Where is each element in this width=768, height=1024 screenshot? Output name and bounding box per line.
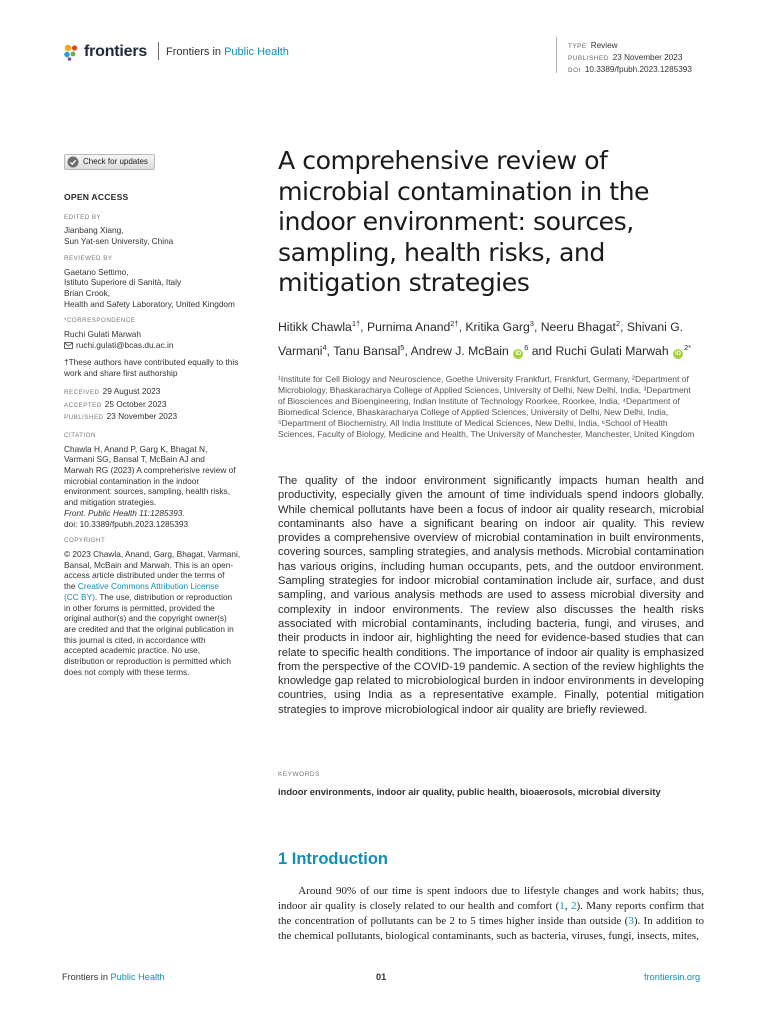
correspondence-email[interactable]: ruchi.gulati@bcas.du.ac.in	[64, 340, 264, 351]
footer-journal: Frontiers in Public Health	[62, 972, 165, 982]
copyright-block: COPYRIGHT © 2023 Chawla, Anand, Garg, Bhagat, Varmani, Bansal, McBain and Marwah. This is an open- access article distributed under the terms of the Creative Commons Attribution License (CC BY). The use, distribution or reproduction in other forums is permitted, provided the original author(s) and the copyright owner(s) are credited and that the original publication in this journal is cited, in accordance with accepted academic practice. No use, distribution or reproduction is permitted which does not comply with these terms.	[64, 537, 241, 677]
author[interactable]: Neeru Bhagat	[540, 320, 616, 335]
keywords: indoor environments, indoor air quality, public health, bioaerosols, microbial diversity	[278, 786, 661, 797]
reference-link[interactable]: 2	[570, 900, 577, 913]
check-for-updates-label: Check for updates	[83, 156, 148, 166]
meta-published: PUBLISHED 23 November 2023	[568, 53, 683, 62]
meta-doi[interactable]: DOI 10.3389/fpubh.2023.1285393	[568, 65, 692, 74]
abstract: The quality of the indoor environment significantly impacts human health and productivity, especially given the amount of time individuals spend indoors globally. While chemical pollutants have been a focus of indoor air quality research, microbial contaminants also have a significant bearing on indoor air quality. This review provides a comprehensive overview of microbial contamination in built environments, covering sources, sampling strategies, and analysis methods. Microbial contamination has various origins, including human occupants, pets, and the outdoor environment. Sampling strategies for indoor microbial contamination include air, surface, and dust sampling, and various analysis methods are used to assess microbial diversity and complexity in indoor environments. The review also discusses the health risks associated with microbial contaminants, including bacteria, fungi, and viruses, and their products in indoor air, highlighting the need for evidence-based studies that can relate to specific health conditions. The importance of indoor air quality is emphasized from the perspective of the COVID-19 pandemic. A section of the review highlights the knowledge gap related to microbiological burden in indoor environments in developing countries, using India as a representative example. Finally, potential mitigation strategies to improve microbiological indoor air quality are briefly reviewed.	[278, 475, 704, 716]
edited-by-block: EDITED BY Jianbang Xiang, Sun Yat-sen University, China	[64, 213, 174, 247]
sidebar	[64, 154, 264, 684]
meta-type: TYPE Review	[568, 41, 618, 50]
author-list: Hitikk Chawla$^{1\dagger}$, Purnima Anand$^{2\dagger}$, Kritika Garg$^3$, Neeru Bhagat$^2$, Shivani G. Varmani$^4$, Tanu Bansal$^5$, Andrew J. McBain $iD^6$ and Ruchi Gulati Marwah $iD^{2*}$	[278, 319, 692, 358]
orcid-icon[interactable]: iD	[675, 350, 681, 357]
accepted-date: ACCEPTED 25 October 2023	[64, 398, 167, 409]
equal-contribution-note: †These authors have contributed equally to this work and share first authorship	[64, 357, 239, 379]
author[interactable]: Andrew J. McBain	[410, 343, 509, 358]
citation-block: CITATION Chawla H, Anand P, Garg K, Bhagat N, Varmani SG, Bansal T, McBain AJ and Marwah RG (2023) A comprehensive review of microbial contamination in the indoor environment: sources, sampling, health risks, and mitigation strategies. Front. Public Health 11:1285393. doi: 10.3389/fpubh.2023.1285393	[64, 431, 236, 529]
mail-icon	[64, 342, 73, 349]
keywords-label: KEYWORDS	[278, 771, 320, 778]
author[interactable]: Hitikk Chawla	[278, 320, 352, 335]
author[interactable]: Kritika Garg	[465, 320, 530, 335]
brand-name: frontiers	[84, 43, 148, 60]
affiliations: ¹Institute for Cell Biology and Neuroscience, Goethe University Frankfurt, Frankfurt, Germany, ²Department of Microbiology, Bhaskaracharya College of Applied Sciences, University of Delhi, New Delhi, India, ³Department of Biosciences and Bioengineering, Indian Institute of Technology Roorkee, Roorkee, India, ⁴Department of Biomedical Science, Bhaskaracharya College of Applied Sciences, University of Delhi, New Delhi, India, ⁵Department of Biochemistry, All India Institute of Medical Sciences, New Delhi, India, ⁶School of Health Sciences, Faculty of Biology, Medicine and Health, The University of Manchester, Manchester, United Kingdom	[278, 374, 695, 440]
received-date: RECEIVED 29 August 2023	[64, 385, 161, 396]
open-access-label: OPEN ACCESS	[64, 192, 129, 202]
reference-link[interactable]: 1	[559, 900, 565, 913]
check-for-updates-button[interactable]	[64, 154, 155, 170]
frontiers-logo[interactable]	[62, 42, 147, 62]
license-link[interactable]: Creative Commons Attribution License	[77, 581, 219, 592]
author[interactable]: Ruchi Gulati Marwah	[555, 343, 669, 358]
journal-prefix: Frontiers in	[166, 46, 222, 58]
author[interactable]: Tanu Bansal	[333, 343, 401, 358]
published-date: PUBLISHED 23 November 2023	[64, 411, 178, 422]
correspondence-block: *CORRESPONDENCE Ruchi Gulati Marwah ruchi.gulati@bcas.du.ac.in	[64, 316, 264, 350]
reference-link[interactable]: 3	[628, 915, 634, 928]
dates-block	[64, 386, 264, 424]
article-meta	[568, 40, 692, 76]
introduction-text: Around 90% of our time is spent indoors due to lifestyle changes and work habits; thus, indoor air quality is closely related to our health and comfort (1, 2). Many reports confirm that the concentration of pollutants can be 2 to 5 times higher inside than outside (3). In addition to the chemical pollutants, biological contaminants, such as bacteria, viruses, fungi, insects, mites,	[278, 885, 705, 943]
section-title: 1 Introduction	[278, 850, 388, 868]
header-divider	[158, 42, 159, 60]
meta-divider	[556, 37, 557, 73]
footer-site-link[interactable]: frontiersin.org	[644, 972, 701, 982]
article-title: A comprehensive review of microbial contamination in the indoor environment: sources, sampling, health risks, and mitigation strategies	[278, 146, 650, 298]
author[interactable]: Purnima Anand	[366, 320, 451, 335]
page-number: 01	[376, 972, 387, 982]
frontiers-logo-icon	[62, 43, 80, 61]
refresh-icon	[67, 156, 79, 168]
journal-title: Public Health	[224, 46, 289, 58]
license-link-cc-by[interactable]: (CC BY)	[64, 591, 95, 602]
reviewed-by-block: REVIEWED BY Gaetano Settimo, Istituto Superiore di Sanità, Italy Brian Crook, Health and Safety Laboratory, United Kingdom	[64, 254, 235, 309]
author[interactable]: Shivani G. Varmani	[278, 320, 684, 358]
journal-name[interactable]	[166, 46, 289, 58]
orcid-icon[interactable]: iD	[515, 350, 522, 357]
